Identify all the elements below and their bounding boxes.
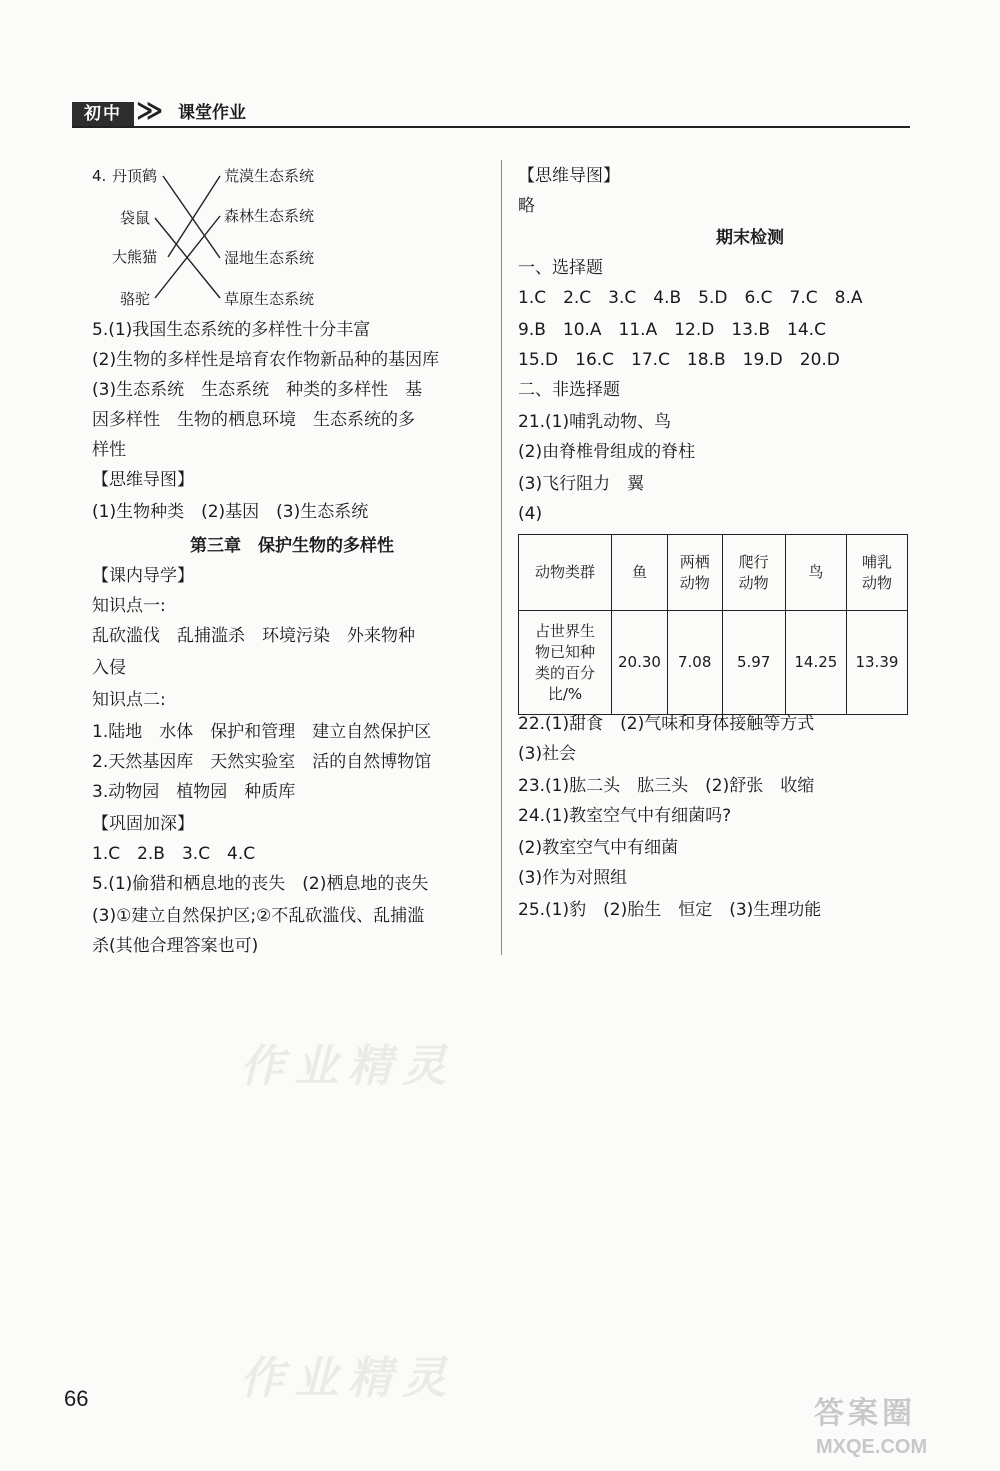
left-line: 2.天然基因库 天然实验室 活的自然博物馆	[92, 752, 432, 772]
ecosystem-4: 草原生态系统	[224, 290, 315, 308]
table-cell: 13.39	[846, 611, 907, 715]
right-line: 24.(1)教室空气中有细菌吗?	[518, 806, 732, 826]
right-line: 25.(1)豹 (2)胎生 恒定 (3)生理功能	[518, 900, 822, 920]
left-line: 因多样性 生物的栖息环境 生态系统的多	[92, 410, 415, 430]
left-line: 知识点二:	[92, 690, 166, 710]
table-row	[519, 611, 908, 715]
right-line: 1.C 2.C 3.C 4.B 5.D 6.C 7.C 8.A	[518, 288, 863, 308]
right-line: (2)由脊椎骨组成的脊柱	[518, 442, 696, 462]
left-line: 乱砍滥伐 乱捕滥杀 环境污染 外来物种	[92, 626, 415, 646]
left-line: 样性	[92, 440, 126, 460]
right-line: (3)飞行阻力 翼	[518, 474, 645, 494]
double-chevron-icon: ≫	[136, 96, 158, 126]
right-line: (3)作为对照组	[518, 868, 628, 888]
table-cell: 5.97	[722, 611, 785, 715]
watermark: 作业精灵	[240, 1353, 456, 1404]
left-line: (1)生物种类 (2)基因 (3)生态系统	[92, 502, 369, 522]
section-heading: 【思维导图】	[92, 470, 194, 490]
matching-lines	[0, 0, 500, 320]
right-line: 23.(1)肱二头 肱三头 (2)舒张 收缩	[518, 776, 815, 796]
left-line: 5.(1)我国生态系统的多样性十分丰富	[92, 320, 371, 340]
right-line: (4)	[518, 504, 543, 524]
right-line: (3)社会	[518, 744, 577, 764]
grade-tag: 初中	[72, 102, 134, 126]
left-line: 知识点一:	[92, 596, 166, 616]
left-line: 1.陆地 水体 保护和管理 建立自然保护区	[92, 722, 432, 742]
left-line: 杀(其他合理答案也可)	[92, 936, 259, 956]
table-header-cell: 动物类群	[519, 535, 612, 611]
ecosystem-2: 森林生态系统	[224, 207, 315, 225]
table-cell: 20.30	[612, 611, 668, 715]
right-line: 略	[518, 196, 535, 216]
right-line: 9.B 10.A 11.A 12.D 13.B 14.C	[518, 320, 826, 340]
animal-4: 骆驼	[120, 290, 151, 308]
left-line: 3.动物园 植物园 种质库	[92, 782, 296, 802]
left-line: 5.(1)偷猎和栖息地的丧失 (2)栖息地的丧失	[92, 874, 429, 894]
left-line: (3)①建立自然保护区;②不乱砍滥伐、乱捕滥	[92, 906, 425, 926]
left-line: (3)生态系统 生态系统 种类的多样性 基	[92, 380, 423, 400]
exam-title: 期末检测	[716, 228, 784, 248]
book-title: 课堂作业	[178, 103, 246, 123]
left-line: 1.C 2.B 3.C 4.C	[92, 844, 256, 864]
table-header-cell: 爬行 动物	[722, 535, 785, 611]
animal-3: 大熊猫	[112, 248, 158, 266]
table-header-row	[519, 535, 908, 611]
right-line: 15.D 16.C 17.C 18.B 19.D 20.D	[518, 350, 840, 370]
right-line: (2)教室空气中有细菌	[518, 838, 679, 858]
q4-number: 4.	[92, 167, 107, 185]
right-line: 21.(1)哺乳动物、鸟	[518, 412, 672, 432]
table-cell: 14.25	[785, 611, 846, 715]
table-header-cell: 哺乳 动物	[846, 535, 907, 611]
table-header-cell: 两栖 动物	[667, 535, 722, 611]
corner-logo	[800, 1388, 1000, 1471]
page-number: 66	[64, 1386, 89, 1411]
chapter-title: 第三章 保护生物的多样性	[190, 536, 394, 556]
logo-text: 答案圈	[814, 1396, 916, 1431]
table-row-label: 占世界生 物已知种 类的百分 比/%	[519, 611, 612, 715]
section-heading: 一、选择题	[518, 258, 603, 278]
animal-species-table	[518, 534, 908, 715]
table-header-cell: 鱼	[612, 535, 668, 611]
watermark: 作业精灵	[240, 1041, 456, 1092]
ecosystem-3: 湿地生态系统	[224, 249, 315, 267]
section-heading: 【巩固加深】	[92, 814, 194, 834]
section-heading: 二、非选择题	[518, 380, 620, 400]
table-cell: 7.08	[667, 611, 722, 715]
match-line-3	[168, 176, 220, 257]
animal-1: 丹顶鹤	[112, 167, 158, 185]
left-line: 入侵	[92, 658, 126, 678]
section-heading: 【思维导图】	[518, 166, 620, 186]
right-line: 22.(1)甜食 (2)气味和身体接触等方式	[518, 714, 815, 734]
left-line: (2)生物的多样性是培育农作物新品种的基因库	[92, 350, 440, 370]
ecosystem-1: 荒漠生态系统	[224, 167, 315, 185]
section-heading: 【课内导学】	[92, 566, 194, 586]
table-header-cell: 鸟	[785, 535, 846, 611]
logo-url: MXQE.COM	[816, 1436, 928, 1458]
animal-2: 袋鼠	[120, 209, 151, 227]
column-divider	[501, 160, 502, 955]
